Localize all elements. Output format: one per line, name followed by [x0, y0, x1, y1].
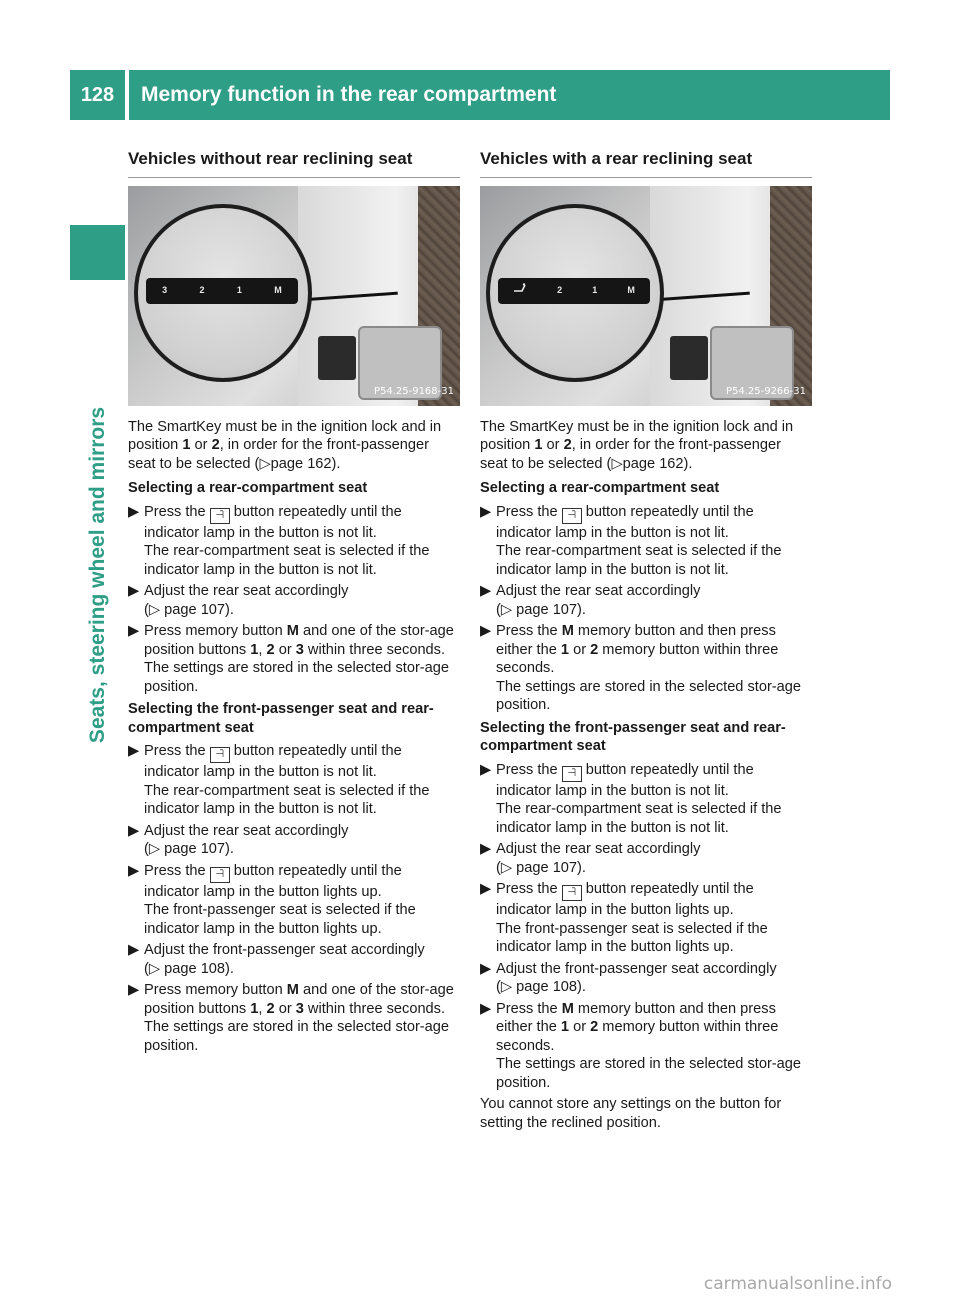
page-ref-arrow-icon: ▷	[500, 979, 513, 995]
memory-button-panel	[498, 278, 650, 304]
instruction-step: ▶ Press the ⊣̄ button repeatedly until the indicator lamp in the button is not lit. The rear-compartment seat is selected if the indicator lamp in the button is not lit.	[480, 761, 782, 836]
page-ref-arrow-icon: ▷	[500, 601, 513, 618]
step-arrow-icon: ▶	[480, 960, 492, 977]
seat-select-button-icon: ⊣̄	[210, 747, 230, 763]
seat-select-button-icon: ⊣̄	[562, 766, 582, 782]
instruction-step: ▶ Press memory button M and one of the stor-age position buttons 1, 2 or 3 within three seconds. The settings are stored in the selected stor-age position.	[128, 982, 454, 1054]
instruction-step: ▶ Adjust the rear seat accordingly (▷ page 107).	[128, 583, 349, 618]
instruction-step: ▶ Press memory button M and one of the stor-age position buttons 1, 2 or 3 within three seconds. The settings are stored in the selected stor-age position.	[128, 623, 454, 695]
step-arrow-icon: ▶	[128, 583, 140, 599]
instruction-step: ▶ Press the ⊣̄ button repeatedly until the indicator lamp in the button is not lit. The rear-compartment seat is selected if the indicator lamp in the button is not lit.	[128, 743, 430, 817]
seat-memory-buttons-photo	[480, 186, 812, 406]
instruction-step: ▶ Adjust the rear seat accordingly (▷ page 107).	[480, 841, 701, 876]
intro-paragraph: The SmartKey must be in the ignition lock and in position 1 or 2, in order for the front-passenger seat to be selected (▷page 162).	[128, 418, 442, 472]
step-arrow-icon: ▶	[128, 743, 140, 759]
side-tab-marker	[70, 225, 125, 280]
instruction-step: ▶ Adjust the rear seat accordingly (▷ page 107).	[480, 583, 701, 618]
right-column-title: Vehicles with a rear reclining seat	[480, 150, 812, 178]
left-column-title: Vehicles without rear reclining seat	[128, 150, 460, 178]
section-heading: Selecting the front-passenger seat and rear-compartment seat	[128, 701, 434, 736]
memory-button-m: M	[627, 285, 635, 296]
step-arrow-icon: ▶	[128, 503, 140, 520]
photo-reference-code: P54.25-9168-31	[373, 386, 454, 397]
seat-select-button-icon: ⊣̄	[562, 508, 582, 524]
instruction-step: ▶ Press the ⊣̄ button repeatedly until the indicator lamp in the button lights up. The front-passenger seat is selected if the indicator lamp in the button lights up.	[128, 862, 416, 937]
magnified-detail	[486, 204, 664, 382]
page-ref-arrow-icon: ▷	[500, 859, 513, 876]
page-ref-arrow-icon: ▷	[259, 455, 271, 472]
step-arrow-icon: ▶	[128, 623, 140, 639]
step-arrow-icon: ▶	[480, 841, 492, 857]
photo-reference-code: P54.25-9266-31	[725, 386, 806, 397]
instruction-step: ▶ Adjust the rear seat accordingly (▷ page 107).	[128, 822, 349, 857]
left-column	[128, 150, 460, 1058]
step-arrow-icon: ▶	[480, 623, 492, 639]
closing-note: You cannot store any settings on the button for setting the reclined position.	[480, 1096, 782, 1131]
page-number: 128	[70, 70, 125, 120]
page-ref-arrow-icon: ▷	[148, 841, 161, 857]
instruction-step: ▶ Press the M memory button and then press either the 1 or 2 memory button within three seconds. The settings are stored in the selected stor-age position.	[480, 623, 802, 713]
step-arrow-icon: ▶	[128, 822, 140, 839]
step-arrow-icon: ▶	[128, 862, 140, 879]
seat-select-button-icon: ⊣̄	[562, 885, 582, 901]
step-arrow-icon: ▶	[480, 1000, 492, 1017]
section-heading: Selecting a rear-compartment seat	[480, 480, 720, 496]
page-title: Memory function in the rear compartment	[129, 70, 890, 120]
step-arrow-icon: ▶	[480, 881, 492, 897]
step-arrow-icon: ▶	[480, 503, 492, 520]
window-switch-panel	[670, 336, 708, 380]
instruction-step: ▶ Press the M memory button and then press either the 1 or 2 memory button within three seconds. The settings are stored in the selected stor-age position.	[480, 1000, 802, 1091]
memory-button-2: 2	[557, 285, 563, 296]
page-ref-arrow-icon: ▷	[148, 601, 161, 618]
seat-memory-buttons-photo	[128, 186, 460, 406]
side-tab-label: Seats, steering wheel and mirrors	[86, 406, 109, 744]
step-arrow-icon: ▶	[480, 583, 492, 599]
page-ref-arrow-icon: ▷	[611, 455, 623, 472]
intro-paragraph: The SmartKey must be in the ignition lock and in position 1 or 2, in order for the front-passenger seat to be selected (▷page 162).	[480, 418, 794, 472]
instruction-step: ▶ Adjust the front-passenger seat accordingly (▷ page 108).	[128, 942, 425, 977]
instruction-step: ▶ Press the ⊣̄ button repeatedly until the indicator lamp in the button lights up. The front-passenger seat is selected if the indicator lamp in the button lights up.	[480, 881, 768, 955]
section-heading: Selecting a rear-compartment seat	[128, 480, 368, 496]
magnified-detail	[134, 204, 312, 382]
seat-select-button-icon: ⊣̄	[210, 867, 230, 883]
memory-button-2: 2	[199, 285, 205, 296]
step-arrow-icon: ▶	[128, 942, 140, 958]
right-column	[480, 150, 812, 1138]
memory-button-1: 1	[236, 285, 242, 296]
instruction-step: ▶ Press the ⊣̄ button repeatedly until the indicator lamp in the button is not lit. The rear-compartment seat is selected if the indicator lamp in the button is not lit.	[128, 503, 430, 578]
instruction-step: ▶ Press the ⊣̄ button repeatedly until the indicator lamp in the button is not lit. The rear-compartment seat is selected if the indicator lamp in the button is not lit.	[480, 503, 782, 578]
window-switch-panel	[318, 336, 356, 380]
seat-select-button-icon: ⊣̄	[210, 508, 230, 524]
memory-button-3: 3	[162, 285, 168, 296]
instruction-step: ▶ Adjust the front-passenger seat accordingly (▷ page 108).	[480, 960, 777, 995]
step-arrow-icon: ▶	[128, 982, 140, 998]
step-arrow-icon: ▶	[480, 761, 492, 778]
footer-watermark: carmanualsonline.info	[703, 1274, 892, 1294]
recline-seat-icon	[513, 281, 527, 300]
memory-button-panel	[146, 278, 298, 304]
section-heading: Selecting the front-passenger seat and rear-compartment seat	[480, 719, 786, 754]
page-ref-arrow-icon: ▷	[148, 960, 161, 977]
memory-button-m: M	[274, 285, 282, 296]
memory-button-1: 1	[592, 285, 598, 296]
